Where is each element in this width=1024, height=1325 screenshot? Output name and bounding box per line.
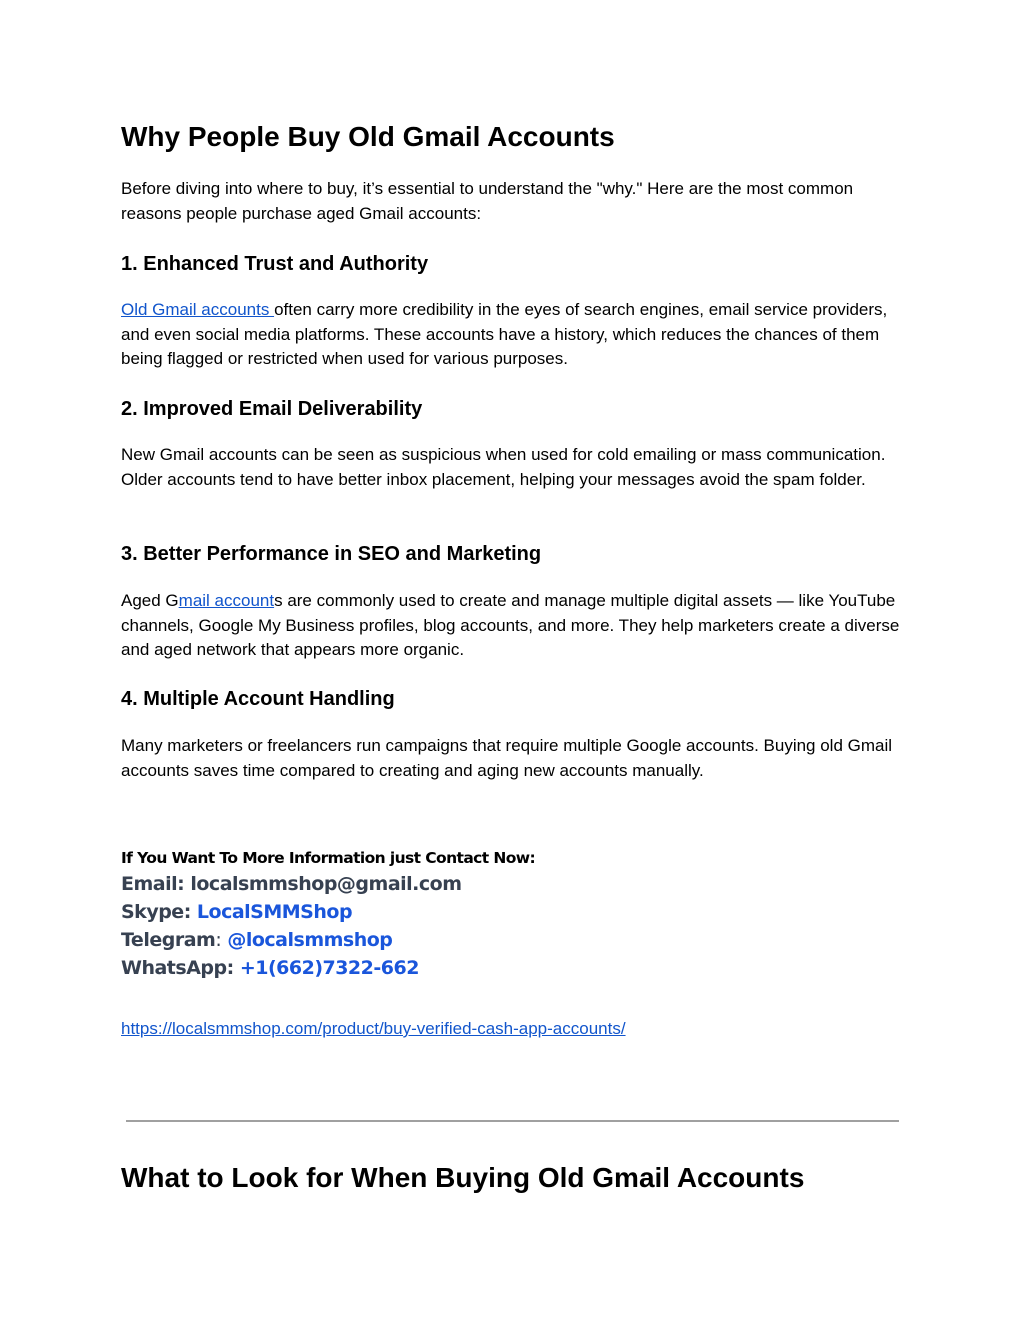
- section-2-paragraph: New Gmail accounts can be seen as suspicious when used for cold emailing or mass communication. Older accounts tend to have better inbox placement, helping your messages avoid the spam folder.: [121, 445, 886, 489]
- section-1-title: 1. Enhanced Trust and Authority: [121, 253, 429, 275]
- old-gmail-accounts-link[interactable]: Old Gmail accounts: [121, 300, 275, 319]
- section-3-text-after: s are commonly used to create and manage multiple digital assets — like YouTube channels, Google My Business profiles, blog accounts, and more. They help marketers create a diverse and aged network that appears more organic.: [121, 591, 900, 659]
- contact-intro: If You Want To More Information just Contact Now:: [121, 849, 536, 867]
- section-3-text-before: Aged G: [121, 591, 179, 610]
- contact-telegram: [121, 927, 392, 953]
- section-4-paragraph: Many marketers or freelancers run campaigns that require multiple Google accounts. Buying old Gmail accounts saves time compared to creating and aging new accounts manually.: [121, 736, 893, 780]
- intro-paragraph: Before diving into where to buy, it’s essential to understand the "why." Here are the most common reasons people purchase aged Gmail accounts:: [121, 179, 854, 223]
- email-label: Email:: [121, 873, 185, 895]
- whatsapp-value[interactable]: +1(662)7322-662: [239, 957, 419, 979]
- section-2-title: 2. Improved Email Deliverability: [121, 398, 423, 420]
- whatsapp-label: WhatsApp:: [121, 957, 234, 979]
- horizontal-divider: [126, 1120, 899, 1122]
- contact-whatsapp: [121, 955, 419, 981]
- telegram-separator: :: [215, 929, 222, 951]
- contact-email: [121, 871, 462, 897]
- skype-label: Skype:: [121, 901, 191, 923]
- product-url-link[interactable]: https://localsmmshop.com/product/buy-verified-cash-app-accounts/: [121, 1019, 626, 1038]
- telegram-value[interactable]: @localsmmshop: [227, 929, 393, 951]
- email-value[interactable]: localsmmshop@gmail.com: [190, 873, 462, 895]
- skype-value[interactable]: LocalSMMShop: [196, 901, 353, 923]
- section-heading: What to Look for When Buying Old Gmail Accounts: [121, 1162, 805, 1193]
- page-title: Why People Buy Old Gmail Accounts: [121, 121, 615, 152]
- contact-skype: [121, 899, 352, 925]
- section-1-text: often carry more credibility in the eyes of search engines, email service providers, and even social media platforms. These accounts have a history, which reduces the chances of them being flagged or restricted when used for various purposes.: [121, 300, 888, 368]
- section-4-title: 4. Multiple Account Handling: [121, 688, 395, 710]
- telegram-label: Telegram: [121, 929, 216, 951]
- mail-account-link[interactable]: mail account: [178, 591, 275, 610]
- section-3-paragraph: [121, 589, 911, 663]
- section-1-paragraph: [121, 298, 911, 372]
- section-3-title: 3. Better Performance in SEO and Marketing: [121, 543, 542, 565]
